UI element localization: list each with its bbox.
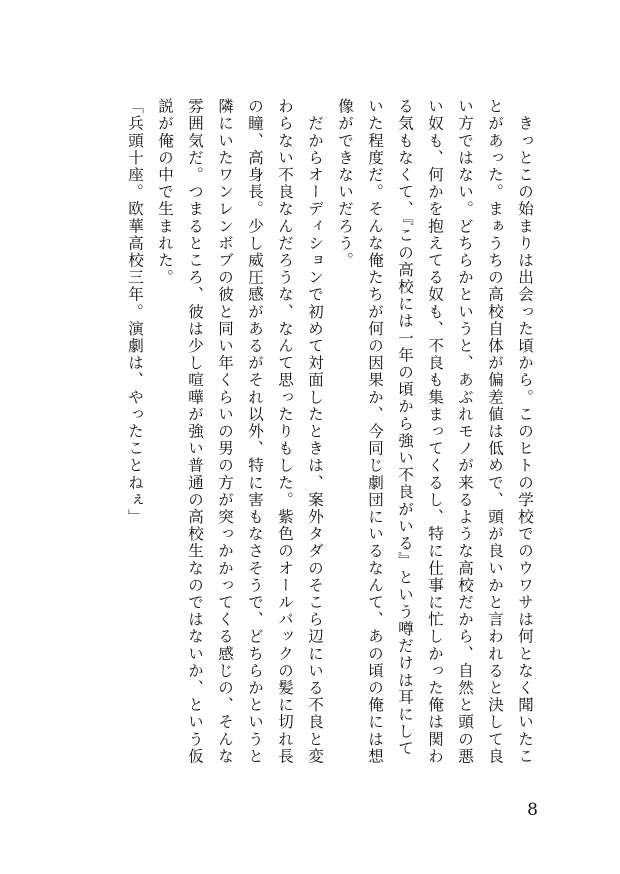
text-line: 像ができないだろう。 [336,98,354,269]
text-line: だからオーディションで初めて対面したときは、案外タダのそこら辺にいる不良と変 [306,98,324,765]
text-line: いた程度だ。そんな俺たちが何の因果か、今同じ劇団にいるなんて、あの頃の俺には想 [366,98,384,765]
text-line: る気もなくて、『この高校には一年の頃から強い不良がいる』という噂だけは耳にして [396,98,414,758]
text-line: きっとこの始まりは出会った頃から。このヒトの学校でのウワサは何となく聞いたこ [516,98,534,765]
text-line: い奴も、何かを抱えてる奴も、不良も集まってくるし、特に仕事に忙しかった俺は関わ [426,98,444,765]
text-line: 雰囲気だ。つまるところ、彼は少し喧嘩が強い普通の高校生なのではないか、という仮 [186,98,204,765]
text-line: とがあった。まぁうちの高校自体が偏差値は低めで、頭が良いかと言われると決して良 [486,98,504,765]
text-line: 説が俺の中で生まれた。 [156,98,174,287]
vertical-text-body [120,98,540,765]
page-number: 8 [527,800,538,820]
text-line: の瞳、高身長。少し威圧感があるがそれ以外、特に害もなさそうで、どちらかというと [246,98,264,765]
text-line: い方ではない。どちらかというと、あぶれモノが来るような高校だから、自然と頭の悪 [456,98,474,765]
text-line: 「兵頭十座。欧華高校三年。演劇は、やったことねぇ」 [126,98,144,526]
text-line: わらない不良なんだろうな、なんて思ったりもした。紫色のオールバックの髪に切れ長 [276,98,294,765]
text-line: 隣にいたワンレンボブの彼と同い年くらいの男の方が突っかかってくる感じの、そんな [216,98,234,765]
